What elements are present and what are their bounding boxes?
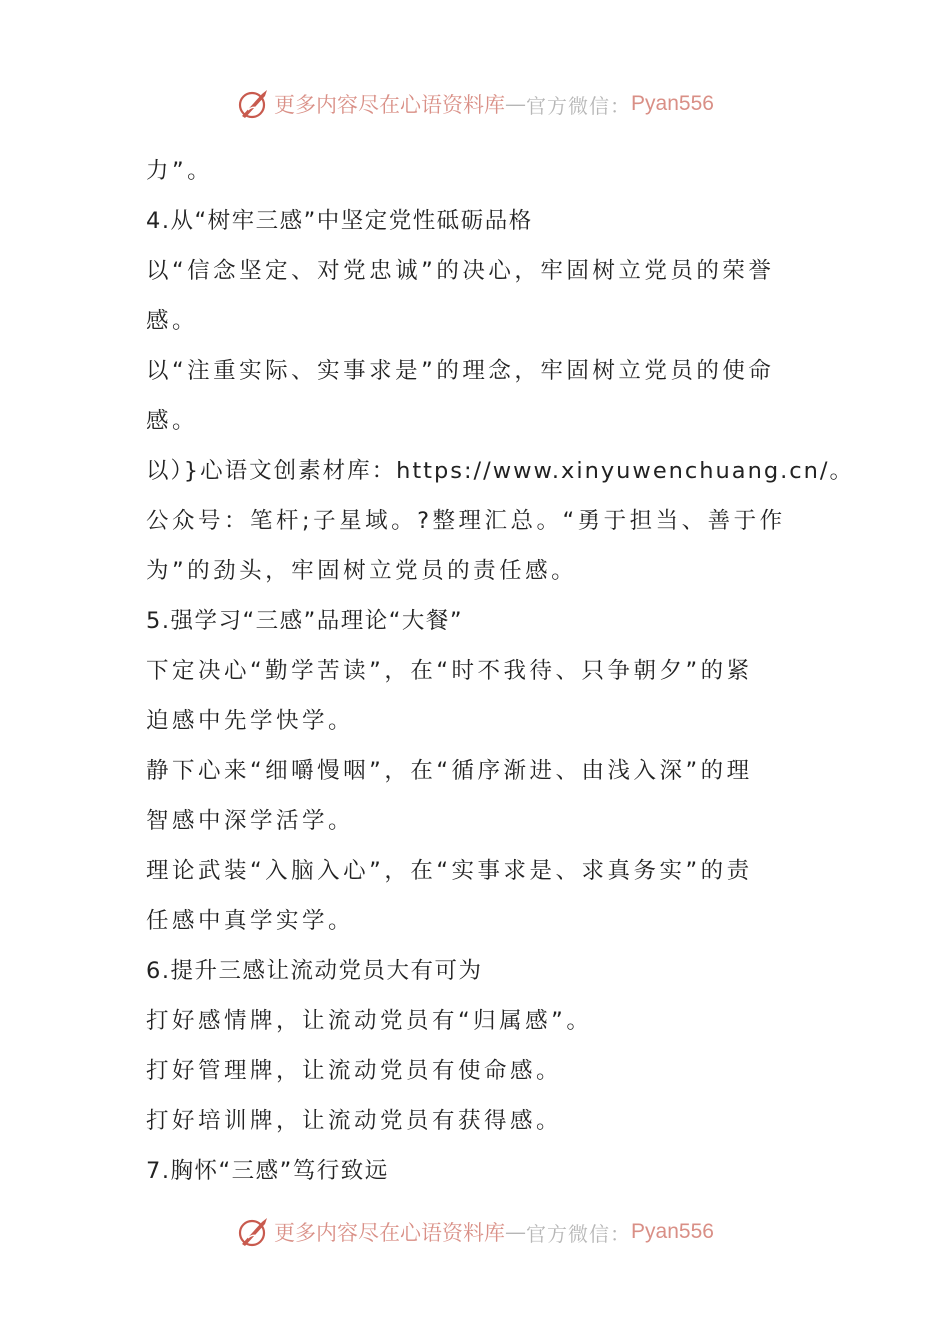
section-heading: 5.强学习“三感”品理论“大餐”: [146, 608, 464, 634]
text-line: 理论武装“入脑入心”，在“实事求是、求真务实”的责: [146, 858, 753, 884]
text-line: 为”的劲头，牢固树立党员的责任感。: [146, 558, 578, 584]
header-wechat-label: 官方微信：: [526, 93, 632, 118]
section-heading: 6.提升三感让流动党员大有可为: [146, 958, 483, 984]
text-line: 打好管理牌，让流动党员有使命感。: [146, 1058, 563, 1084]
header-brand-text: 更多内容尽在心语资料库: [274, 93, 506, 117]
header-separator: —: [505, 92, 527, 116]
header-wechat-id: Pyan556: [631, 92, 714, 115]
section-heading: 7.胸怀“三感”笃行致远: [146, 1158, 389, 1184]
text-line: 感。: [146, 308, 199, 334]
text-line: 迫感中先学快学。: [146, 708, 355, 734]
text-line: 打好感情牌，让流动党员有“归属感”。: [146, 1008, 593, 1034]
text-line: 智感中深学活学。: [146, 808, 355, 834]
text-line: 任感中真学实学。: [146, 908, 355, 934]
footer-wechat-label: 官方微信：: [526, 1221, 632, 1246]
text-line: 公众号：笔杆;子星域。?整理汇总。“勇于担当、善于作: [146, 508, 786, 534]
text-line: 静下心来“细嚼慢咽”，在“循序渐进、由浅入深”的理: [146, 758, 753, 784]
pen-logo-icon: [236, 86, 272, 122]
text-line: 以“注重实际、实事求是”的理念，牢固树立党员的使命: [146, 358, 775, 384]
section-heading: 4.从“树牢三感”中坚定党性砥砺品格: [146, 208, 533, 234]
text-line: 力”。: [146, 158, 214, 184]
text-line: 打好培训牌，让流动党员有获得感。: [146, 1108, 563, 1134]
text-line: 感。: [146, 408, 199, 434]
footer-watermark: [0, 1212, 950, 1252]
text-line: 下定决心“勤学苦读”，在“时不我待、只争朝夕”的紧: [146, 658, 753, 684]
footer-separator: —: [505, 1220, 527, 1244]
footer-brand-text: 更多内容尽在心语资料库: [274, 1221, 506, 1245]
header-watermark: [0, 84, 950, 124]
text-line-url: 以）}心语文创素材库：https://www.xinyuwenchuang.cn/。: [146, 458, 855, 484]
text-line: 以“信念坚定、对党忠诚”的决心，牢固树立党员的荣誉: [146, 258, 775, 284]
pen-logo-icon: [236, 1214, 272, 1250]
footer-wechat-id: Pyan556: [631, 1220, 714, 1243]
document-body: [146, 146, 855, 1196]
